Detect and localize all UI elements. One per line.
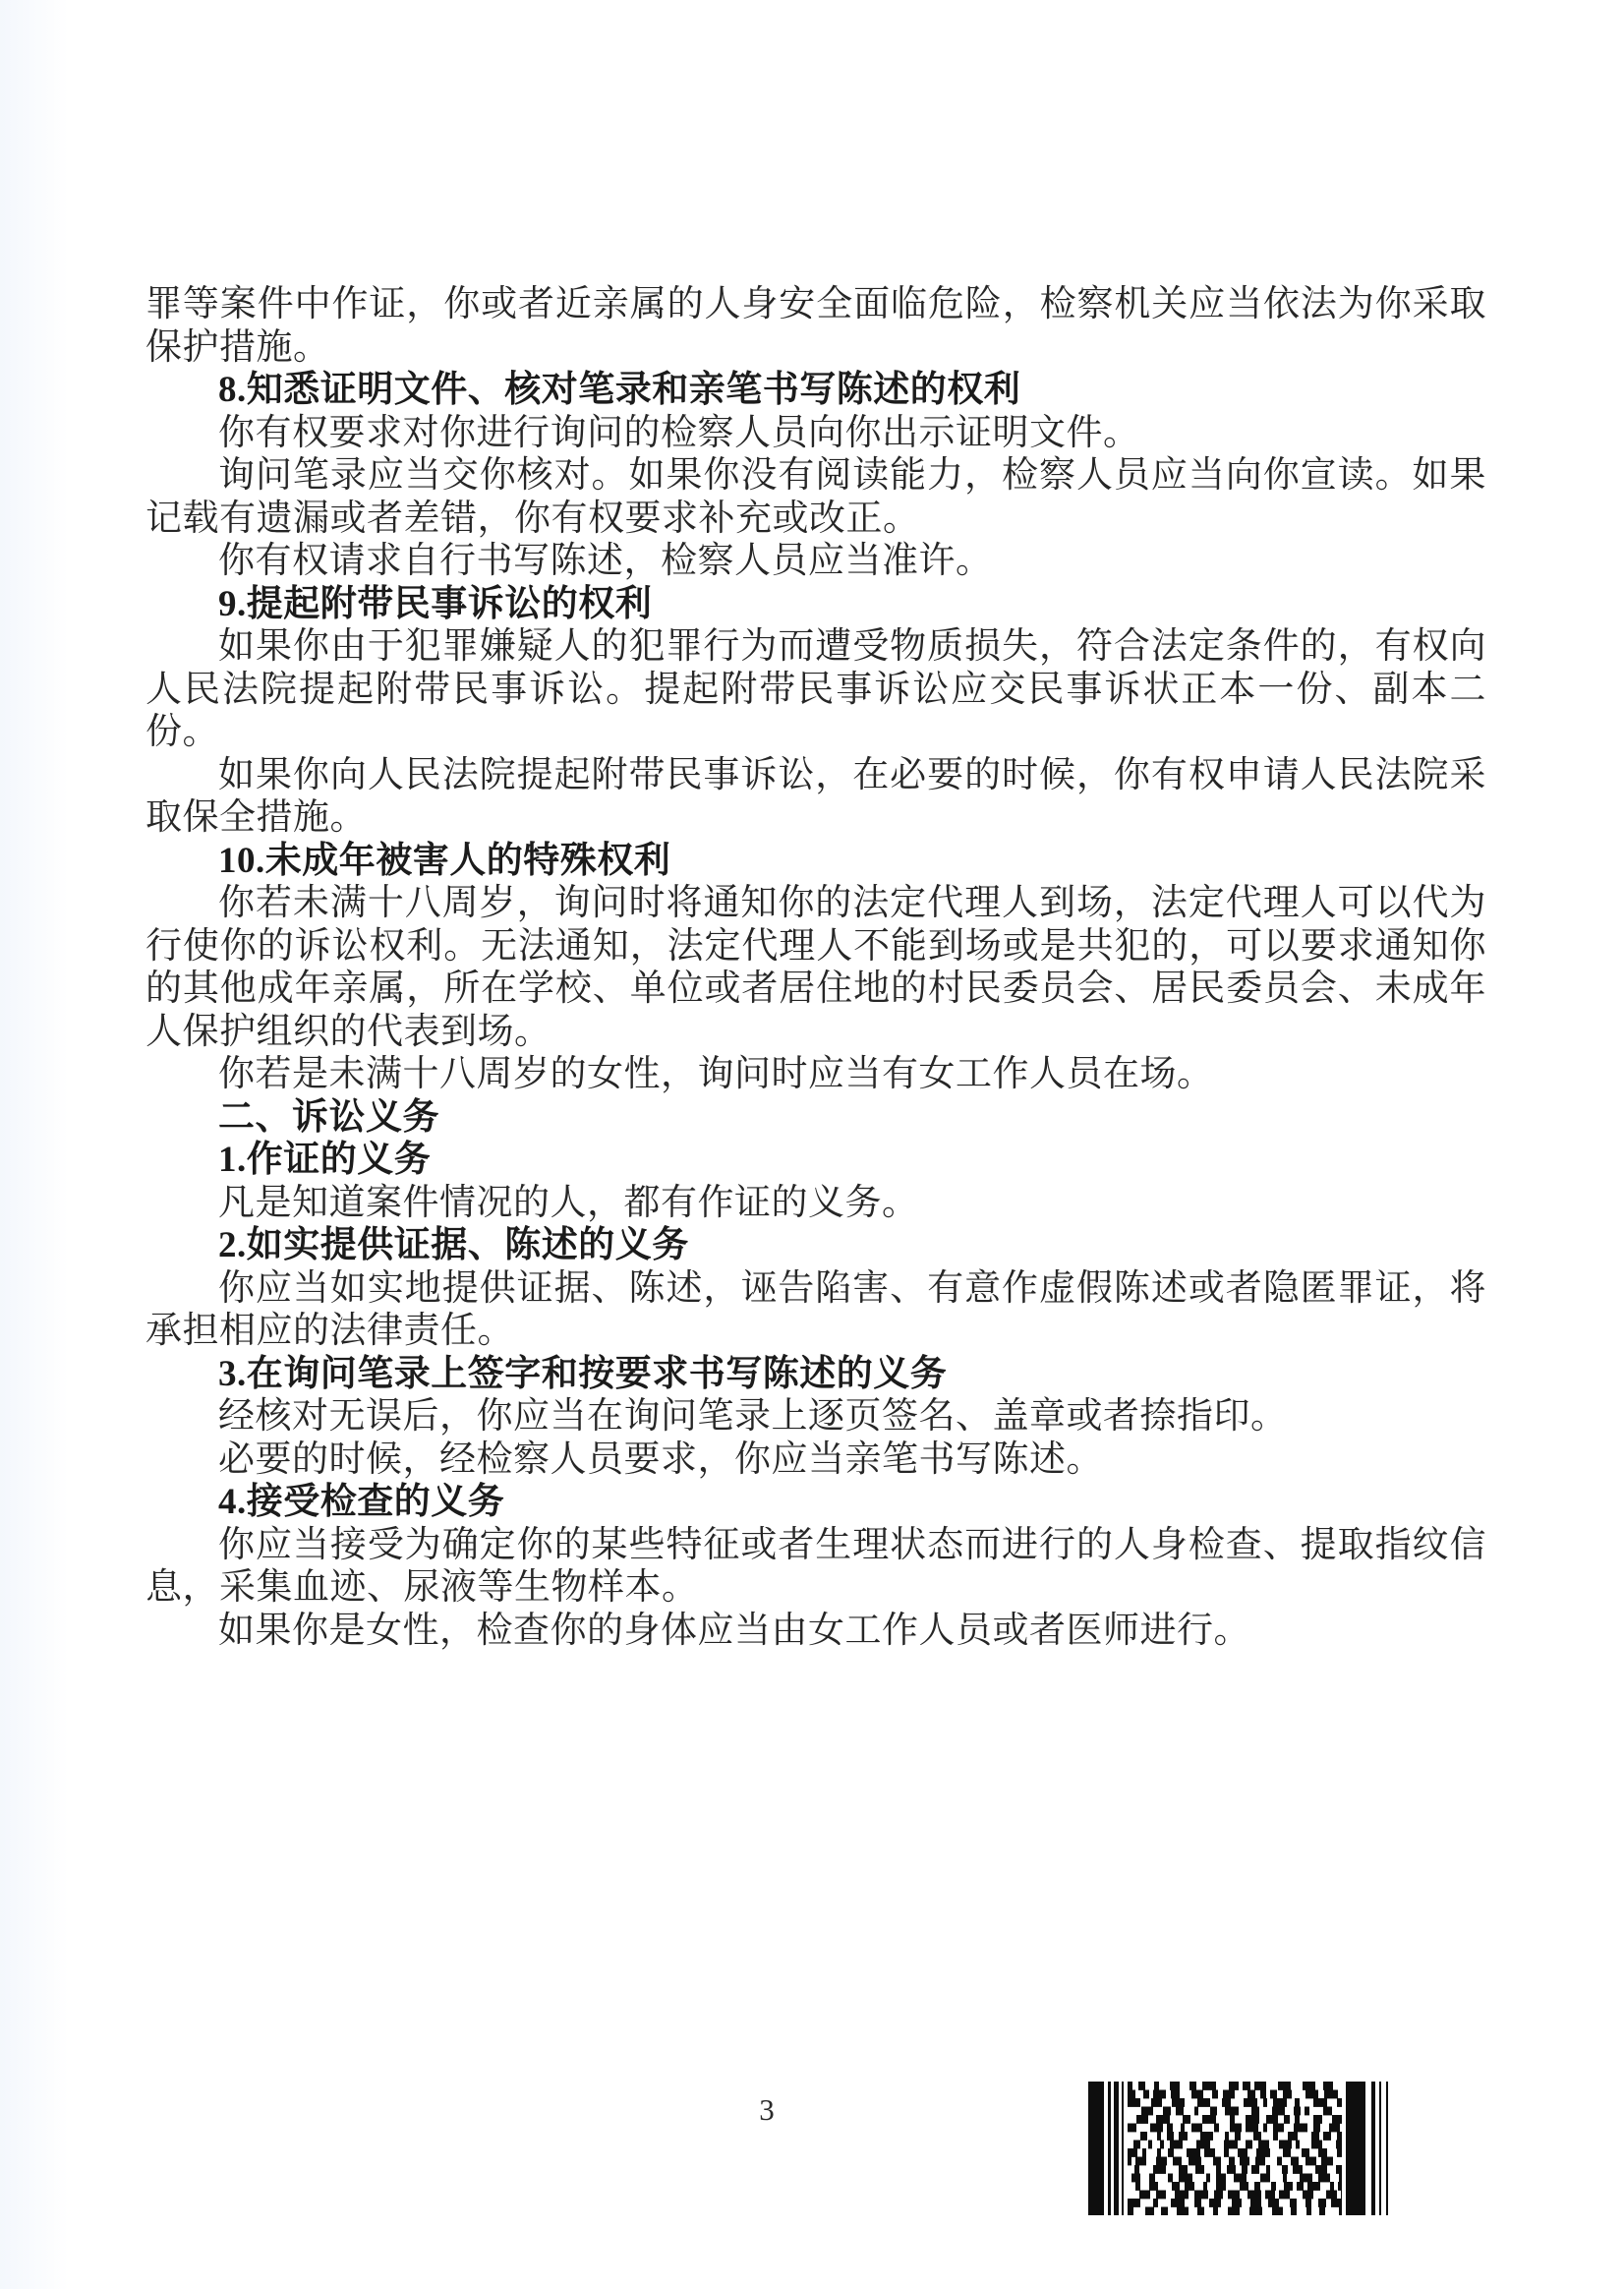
paragraph: 如果你是女性，检查你的身体应当由女工作人员或者医师进行。 [218,1610,1250,1651]
page-number: 3 [759,2092,775,2127]
paragraph: 你应当如实地提供证据、陈述，诬告陷害、有意作虚假陈述或者隐匿罪证，将承担相应的法律责任。 [145,1267,1486,1351]
section-heading: 3.在询问笔录上签字和按要求书写陈述的义务 [218,1353,948,1394]
section-heading: 二、诉讼义务 [218,1096,439,1138]
paragraph: 经核对无误后，你应当在询问笔录上逐页签名、盖章或者捺指印。 [218,1396,1288,1437]
paragraph: 你若是未满十八周岁的女性，询问时应当有女工作人员在场。 [218,1054,1214,1094]
paragraph: 你有权请求自行书写陈述，检察人员应当准许。 [218,541,993,581]
paragraph: 必要的时候，经检察人员要求，你应当亲笔书写陈述。 [218,1438,1103,1480]
section-heading: 2.如实提供证据、陈述的义务 [218,1225,689,1265]
document-text-block [145,283,1486,1652]
paragraph: 如果你向人民法院提起附带民事诉讼，在必要的时候，你有权申请人民法院采取保全措施。 [145,754,1486,838]
paragraph: 你应当接受为确定你的某些特征或者生理状态而进行的人身检查、提取指纹信息，采集血迹、尿液等生物样本。 [145,1524,1486,1608]
section-heading: 9.提起附带民事诉讼的权利 [218,583,653,624]
paragraph: 罪等案件中作证，你或者近亲属的人身安全面临危险，检察机关应当依法为你采取保护措施。 [145,284,1486,368]
section-heading: 4.接受检查的义务 [218,1482,505,1522]
pdf417-barcode-icon [1088,2082,1396,2215]
paragraph: 询问笔录应当交你核对。如果你没有阅读能力，检察人员应当向你宣读。如果记载有遗漏或者差错，你有权要求补充或改正。 [145,455,1486,539]
paragraph: 如果你由于犯罪嫌疑人的犯罪行为而遭受物质损失，符合法定条件的，有权向人民法院提起附带民事诉讼。提起附带民事诉讼应交民事诉状正本一份、副本二份。 [145,626,1486,752]
section-heading: 1.作证的义务 [218,1140,432,1180]
paragraph: 你有权要求对你进行询问的检察人员向你出示证明文件。 [218,412,1140,453]
barcode [1088,2082,1396,2215]
paragraph: 凡是知道案件情况的人，都有作证的义务。 [218,1182,919,1223]
paragraph: 你若未满十八周岁，询问时将通知你的法定代理人到场，法定代理人可以代为行使你的诉讼权利。无法通知，法定代理人不能到场或是共犯的，可以要求通知你的其他成年亲属，所在学校、单位或者居住地的村民委员会、居民委员会、未成年人保护组织的代表到场。 [145,883,1486,1052]
section-heading: 10.未成年被害人的特殊权利 [218,840,671,881]
section-heading: 8.知悉证明文件、核对笔录和亲笔书写陈述的权利 [218,370,1021,410]
